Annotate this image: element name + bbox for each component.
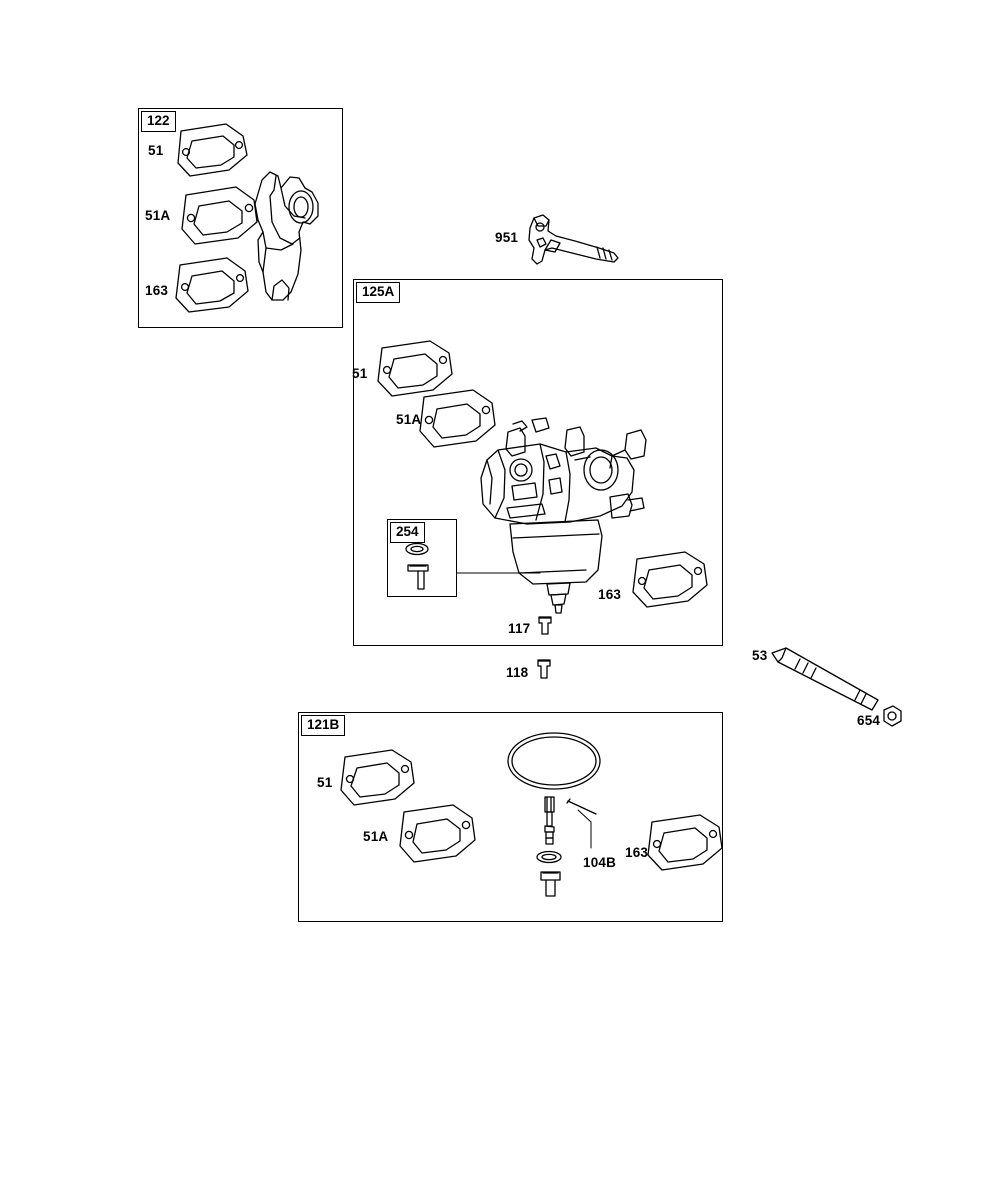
group-label-121b: 121B	[301, 715, 345, 736]
callout-951: 951	[495, 230, 519, 245]
callout-51-mid: 51	[352, 366, 368, 381]
callout-51-top: 51	[148, 143, 164, 158]
callout-163-mid: 163	[598, 587, 622, 602]
callout-51a-top: 51A	[145, 208, 171, 223]
part-stud-53	[772, 648, 878, 710]
group-label-125a: 125A	[356, 282, 400, 303]
callout-654: 654	[857, 713, 881, 728]
callout-163-bot: 163	[625, 845, 649, 860]
callout-104b: 104B	[583, 855, 617, 870]
group-label-122: 122	[141, 111, 176, 132]
callout-51-bot: 51	[317, 775, 333, 790]
group-box-121b	[298, 712, 723, 922]
part-nut-654	[884, 706, 901, 726]
part-screw-118	[538, 660, 550, 678]
part-lever-951	[529, 215, 618, 264]
callout-51a-mid: 51A	[396, 412, 422, 427]
group-label-254: 254	[390, 522, 425, 543]
callout-117: 117	[508, 621, 531, 636]
callout-118: 118	[506, 665, 529, 680]
callout-51a-bot: 51A	[363, 829, 389, 844]
callout-53: 53	[752, 648, 768, 663]
callout-163-top: 163	[145, 283, 169, 298]
